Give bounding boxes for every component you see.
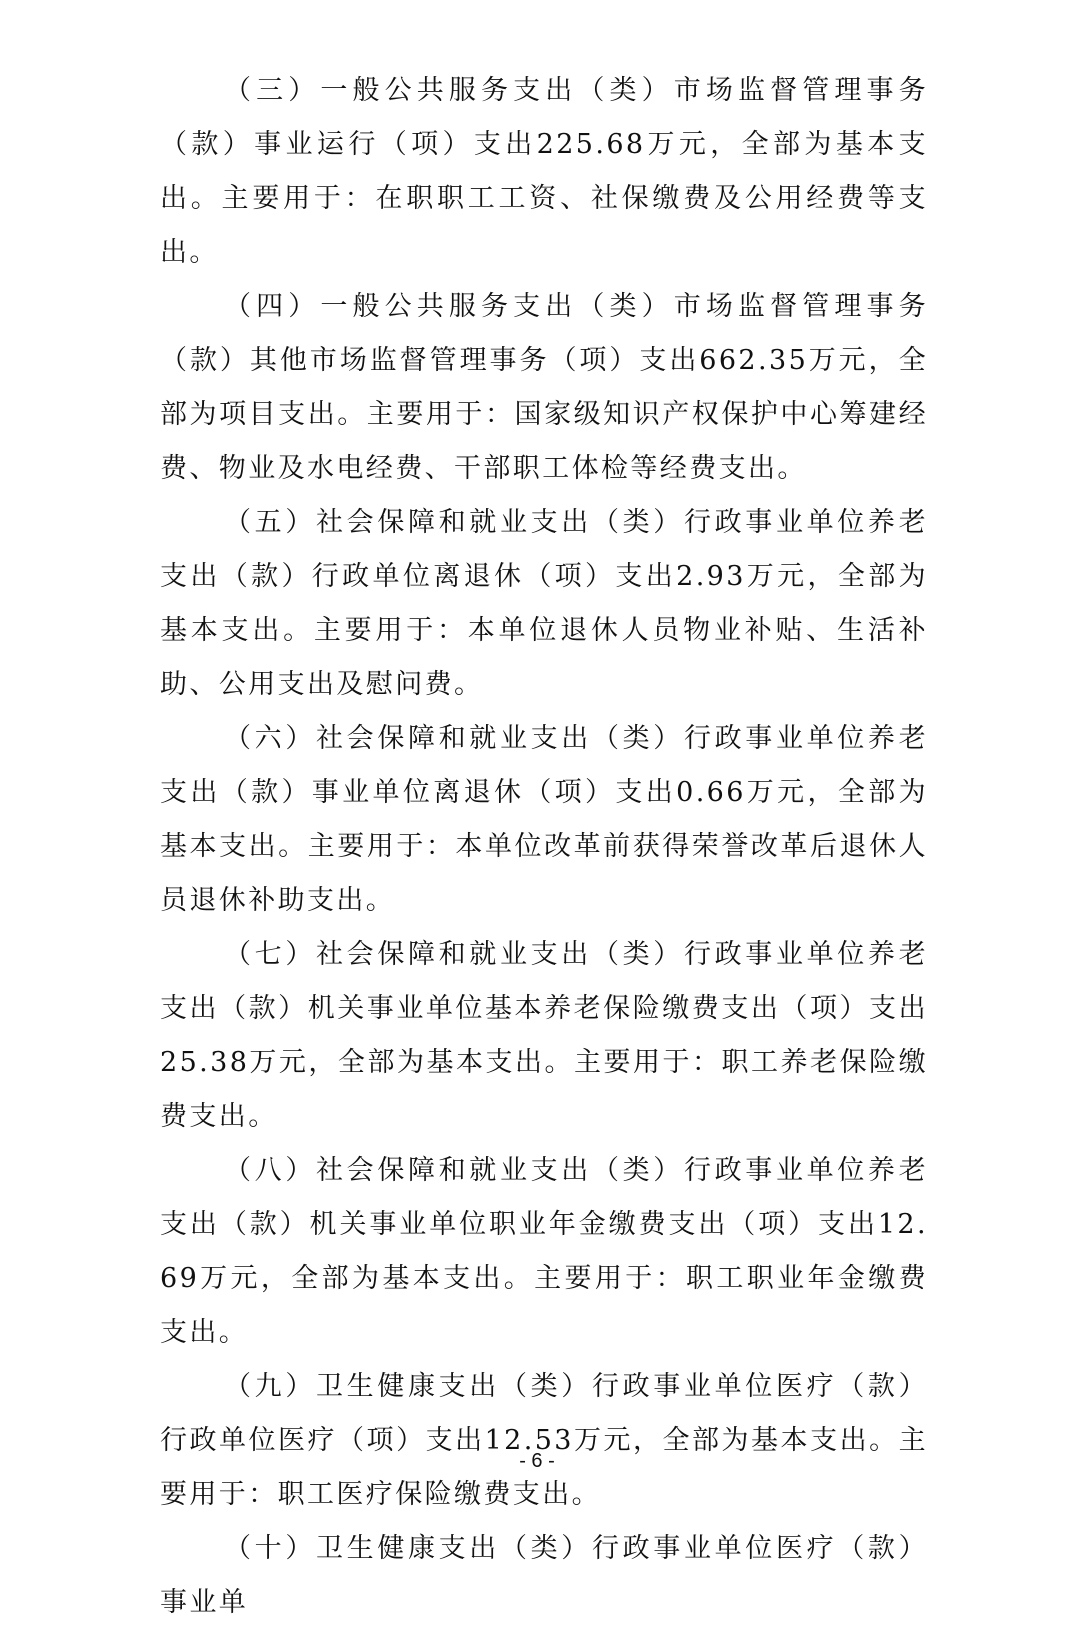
paragraph-3: （三）一般公共服务支出（类）市场监督管理事务（款）事业运行（项）支出225.68万元，全部为基本支出。主要用于：在职职工工资、社保缴费及公用经费等支出。	[160, 75, 928, 268]
paragraph-8: （八）社会保障和就业支出（类）行政事业单位养老支出（款）机关事业单位职业年金缴费支出（项）支出12.69万元，全部为基本支出。主要用于：职工职业年金缴费支出。	[160, 1155, 928, 1348]
paragraph-10: （十）卫生健康支出（类）行政事业单位医疗（款）事业单	[160, 1533, 928, 1618]
page-number: - 6 -	[519, 1450, 555, 1472]
paragraph-5: （五）社会保障和就业支出（类）行政事业单位养老支出（款）行政单位离退休（项）支出2.93万元，全部为基本支出。主要用于：本单位退休人员物业补贴、生活补助、公用支出及慰问费。	[160, 507, 928, 700]
paragraph-9: （九）卫生健康支出（类）行政事业单位医疗（款）行政单位医疗（项）支出12.53万元，全部为基本支出。主要用于：职工医疗保险缴费支出。	[160, 1371, 928, 1510]
paragraph-4: （四）一般公共服务支出（类）市场监督管理事务（款）其他市场监督管理事务（项）支出662.35万元，全部为项目支出。主要用于：国家级知识产权保护中心筹建经费、物业及水电经费、干部职工体检等经费支出。	[160, 291, 928, 484]
paragraph-6: （六）社会保障和就业支出（类）行政事业单位养老支出（款）事业单位离退休（项）支出0.66万元，全部为基本支出。主要用于：本单位改革前获得荣誉改革后退休人员退休补助支出。	[160, 723, 928, 916]
document-body	[160, 64, 928, 1630]
paragraph-7: （七）社会保障和就业支出（类）行政事业单位养老支出（款）机关事业单位基本养老保险缴费支出（项）支出25.38万元，全部为基本支出。主要用于：职工养老保险缴费支出。	[160, 939, 928, 1132]
